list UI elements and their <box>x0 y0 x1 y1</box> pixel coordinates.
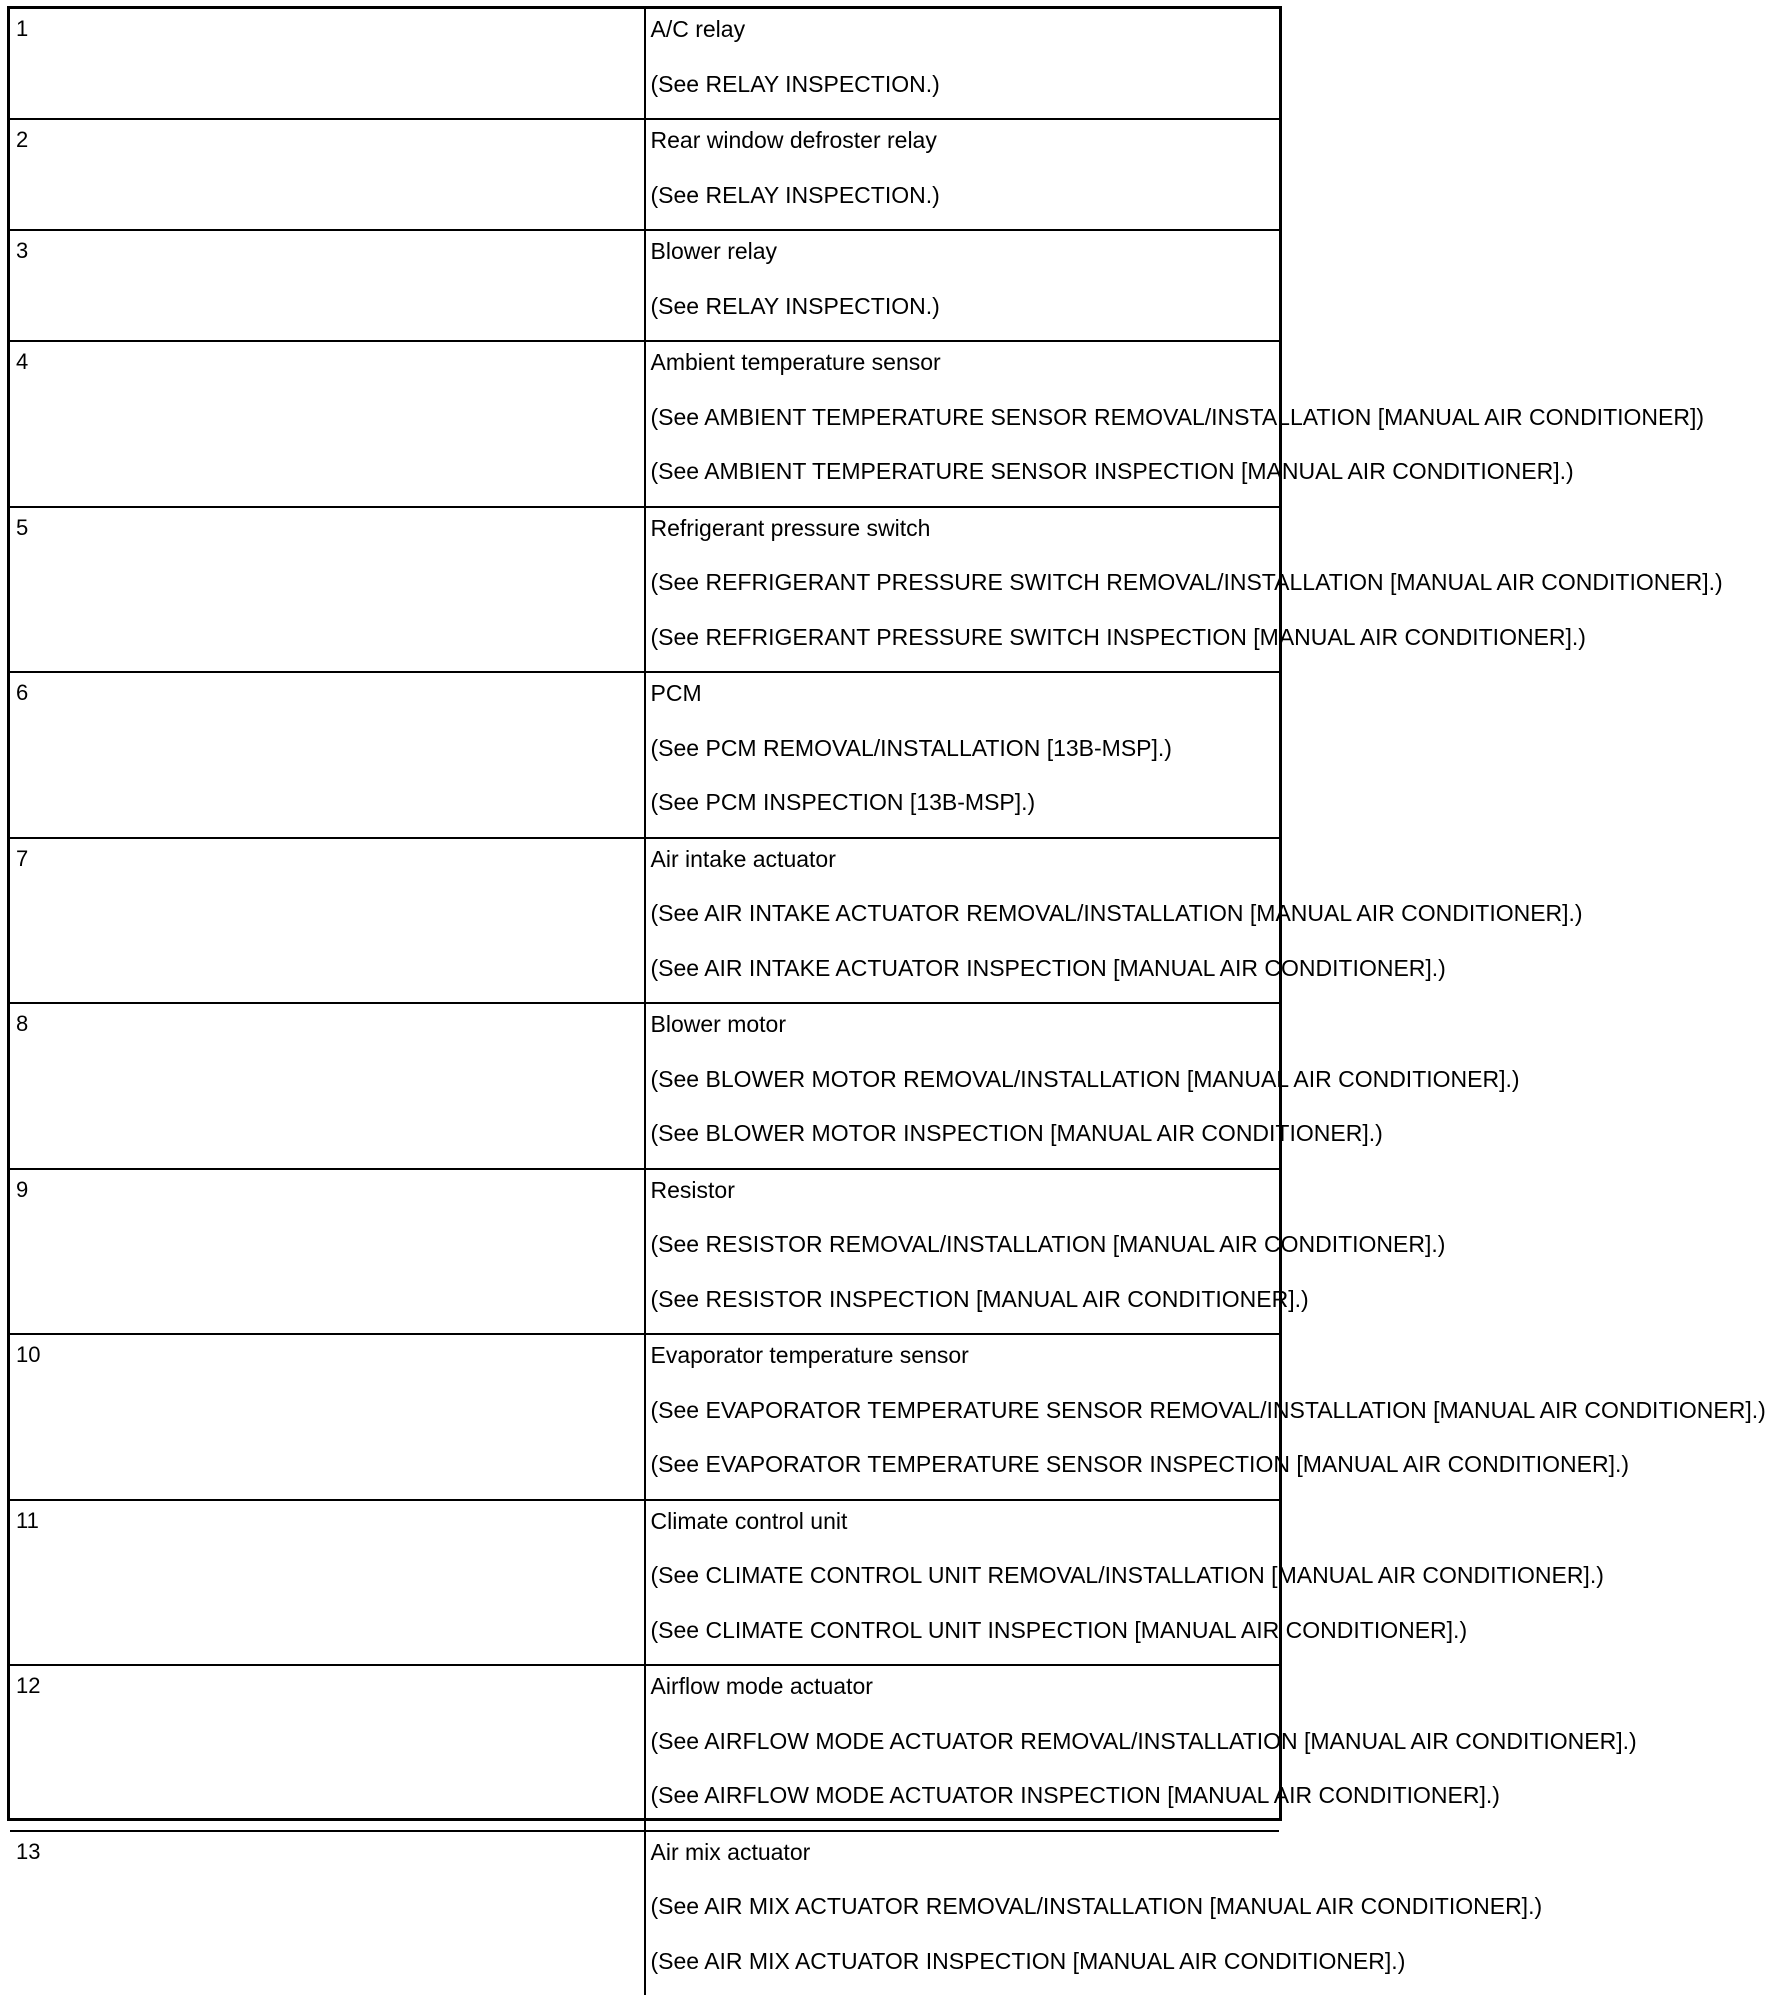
component-name: Airflow mode actuator <box>646 1666 1280 1721</box>
item-description-cell <box>645 341 1280 507</box>
component-name: Evaporator temperature sensor <box>646 1335 1280 1390</box>
reference-text: (See AIR MIX ACTUATOR INSPECTION [MANUAL AIR CONDITIONER].) <box>646 1941 1280 1995</box>
item-number: 5 <box>16 508 644 548</box>
item-description-cell <box>645 119 1280 230</box>
table-row <box>10 230 1279 341</box>
item-description-cell <box>645 672 1280 838</box>
table-row <box>10 119 1279 230</box>
reference-text: (See REFRIGERANT PRESSURE SWITCH INSPECTION [MANUAL AIR CONDITIONER].) <box>646 617 1280 672</box>
table-row <box>10 1334 1279 1500</box>
item-number: 10 <box>16 1335 644 1375</box>
item-description-cell <box>645 507 1280 673</box>
item-description-cell <box>645 1169 1280 1335</box>
item-number: 3 <box>16 231 644 271</box>
component-name: Blower motor <box>646 1004 1280 1059</box>
item-description-cell <box>645 1334 1280 1500</box>
item-number: 6 <box>16 673 644 713</box>
reference-text: (See EVAPORATOR TEMPERATURE SENSOR INSPECTION [MANUAL AIR CONDITIONER].) <box>646 1444 1280 1499</box>
reference-text: (See REFRIGERANT PRESSURE SWITCH REMOVAL/INSTALLATION [MANUAL AIR CONDITIONER].) <box>646 562 1280 617</box>
reference-text: (See RELAY INSPECTION.) <box>646 175 1280 230</box>
component-name: Refrigerant pressure switch <box>646 508 1280 563</box>
reference-text: (See PCM REMOVAL/INSTALLATION [13B-MSP].) <box>646 728 1280 783</box>
reference-text: (See RELAY INSPECTION.) <box>646 64 1280 119</box>
item-number-cell <box>10 119 645 230</box>
item-number: 11 <box>16 1501 644 1541</box>
component-name: Blower relay <box>646 231 1280 286</box>
reference-text: (See CLIMATE CONTROL UNIT INSPECTION [MANUAL AIR CONDITIONER].) <box>646 1610 1280 1665</box>
component-name: Air intake actuator <box>646 839 1280 894</box>
component-name: Air mix actuator <box>646 1832 1280 1887</box>
component-name: Ambient temperature sensor <box>646 342 1280 397</box>
component-table <box>7 6 1282 1821</box>
reference-text: (See AIR MIX ACTUATOR REMOVAL/INSTALLATION [MANUAL AIR CONDITIONER].) <box>646 1886 1280 1941</box>
reference-text: (See AMBIENT TEMPERATURE SENSOR REMOVAL/INSTALLATION [MANUAL AIR CONDITIONER]) <box>646 397 1280 452</box>
reference-text: (See AMBIENT TEMPERATURE SENSOR INSPECTION [MANUAL AIR CONDITIONER].) <box>646 451 1280 506</box>
item-number: 9 <box>16 1170 644 1210</box>
item-number-cell <box>10 838 645 1004</box>
item-number-cell <box>10 230 645 341</box>
reference-text: (See AIR INTAKE ACTUATOR INSPECTION [MANUAL AIR CONDITIONER].) <box>646 948 1280 1003</box>
table-row <box>10 672 1279 838</box>
table-row <box>10 1665 1279 1831</box>
item-description-cell <box>645 838 1280 1004</box>
item-number-cell <box>10 1831 645 1995</box>
component-name: A/C relay <box>646 9 1280 64</box>
item-description-cell <box>645 230 1280 341</box>
component-name: Rear window defroster relay <box>646 120 1280 175</box>
reference-text: (See BLOWER MOTOR REMOVAL/INSTALLATION [MANUAL AIR CONDITIONER].) <box>646 1059 1280 1114</box>
item-number-cell <box>10 672 645 838</box>
table-row <box>10 1003 1279 1169</box>
table-row <box>10 1169 1279 1335</box>
item-description-cell <box>645 1003 1280 1169</box>
reference-text: (See AIRFLOW MODE ACTUATOR INSPECTION [MANUAL AIR CONDITIONER].) <box>646 1775 1280 1830</box>
item-number: 12 <box>16 1666 644 1706</box>
item-number-cell <box>10 9 645 119</box>
item-number: 1 <box>16 9 644 49</box>
item-description-cell <box>645 9 1280 119</box>
item-number-cell <box>10 1003 645 1169</box>
reference-text: (See RESISTOR INSPECTION [MANUAL AIR CONDITIONER].) <box>646 1279 1280 1334</box>
item-number-cell <box>10 507 645 673</box>
item-description-cell <box>645 1831 1280 1995</box>
item-number-cell <box>10 341 645 507</box>
table-row <box>10 1831 1279 1995</box>
item-number-cell <box>10 1334 645 1500</box>
item-number-cell <box>10 1500 645 1666</box>
item-number-cell <box>10 1665 645 1831</box>
component-name: Resistor <box>646 1170 1280 1225</box>
component-name: Climate control unit <box>646 1501 1280 1556</box>
item-number: 4 <box>16 342 644 382</box>
table-row <box>10 1500 1279 1666</box>
item-number: 8 <box>16 1004 644 1044</box>
table-row <box>10 507 1279 673</box>
reference-text: (See CLIMATE CONTROL UNIT REMOVAL/INSTALLATION [MANUAL AIR CONDITIONER].) <box>646 1555 1280 1610</box>
table-row <box>10 341 1279 507</box>
reference-text: (See PCM INSPECTION [13B-MSP].) <box>646 782 1280 837</box>
item-description-cell <box>645 1665 1280 1831</box>
reference-text: (See EVAPORATOR TEMPERATURE SENSOR REMOVAL/INSTALLATION [MANUAL AIR CONDITIONER].) <box>646 1390 1280 1445</box>
reference-text: (See AIRFLOW MODE ACTUATOR REMOVAL/INSTALLATION [MANUAL AIR CONDITIONER].) <box>646 1721 1280 1776</box>
item-number: 13 <box>16 1832 644 1872</box>
item-number: 7 <box>16 839 644 879</box>
table-row <box>10 838 1279 1004</box>
item-number-cell <box>10 1169 645 1335</box>
reference-text: (See RESISTOR REMOVAL/INSTALLATION [MANUAL AIR CONDITIONER].) <box>646 1224 1280 1279</box>
item-description-cell <box>645 1500 1280 1666</box>
reference-text: (See RELAY INSPECTION.) <box>646 286 1280 341</box>
reference-text: (See BLOWER MOTOR INSPECTION [MANUAL AIR CONDITIONER].) <box>646 1113 1280 1168</box>
component-list <box>10 9 1279 1995</box>
item-number: 2 <box>16 120 644 160</box>
table-row <box>10 9 1279 119</box>
reference-text: (See AIR INTAKE ACTUATOR REMOVAL/INSTALLATION [MANUAL AIR CONDITIONER].) <box>646 893 1280 948</box>
component-name: PCM <box>646 673 1280 728</box>
